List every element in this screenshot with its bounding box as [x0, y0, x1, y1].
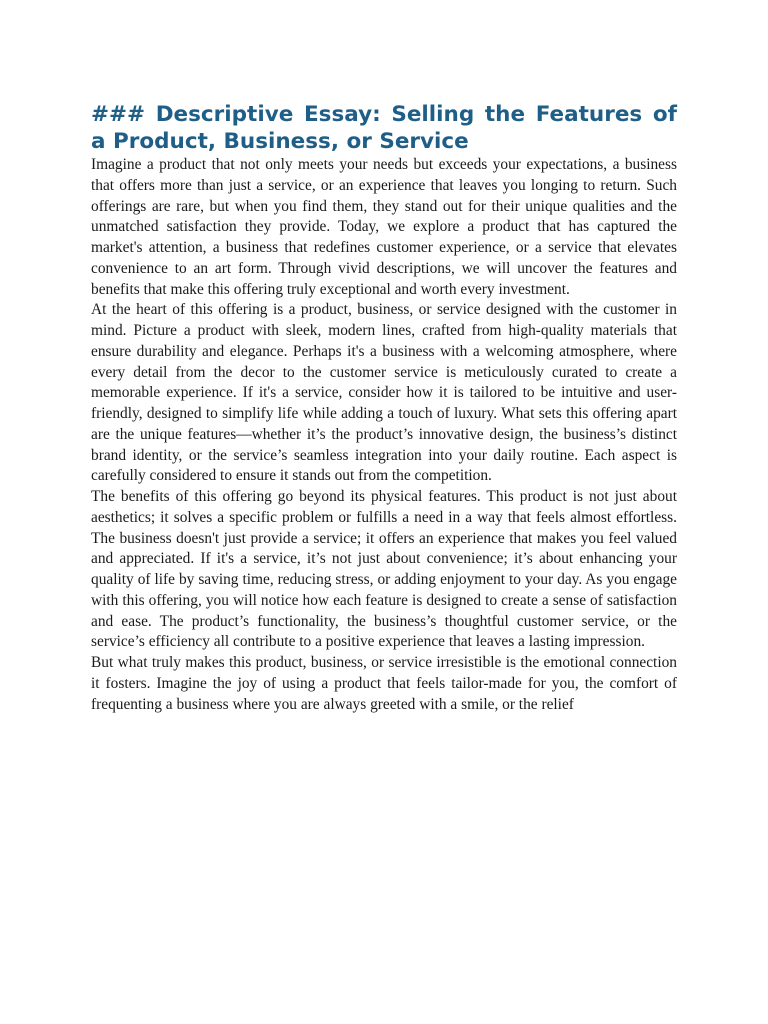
document-body: [91, 101, 677, 715]
essay-title: ### Descriptive Essay: Selling the Features of a Product, Business, or Service: [91, 102, 677, 154]
paragraph-features: At the heart of this offering is a product, business, or service designed with the customer in mind. Picture a product with sleek, modern lines, crafted from high-quality materials that ensure durability and elegance. Perhaps it's a business with a welcoming atmosphere, where every detail from the decor to the customer service is meticulously curated to create a memorable experience. If it's a service, consider how it is tailored to be intuitive and user-friendly, designed to simplify life while adding a touch of luxury. What sets this offering apart are the unique features—whether it’s the product’s innovative design, the business’s distinct brand identity, or the service’s seamless integration into your daily routine. Each aspect is carefully considered to ensure it stands out from the competition.: [91, 301, 677, 485]
paragraph-benefits: The benefits of this offering go beyond its physical features. This product is not just about aesthetics; it solves a specific problem or fulfills a need in a way that feels almost effortless. The business doesn't just provide a service; it offers an experience that makes you feel valued and appreciated. If it's a service, it’s not just about convenience; it’s about enhancing your quality of life by saving time, reducing stress, or adding enjoyment to your day. As you engage with this offering, you will notice how each feature is designed to create a sense of satisfaction and ease. The product’s functionality, the business’s thoughtful customer service, or the service’s efficiency all contribute to a positive experience that leaves a lasting impression.: [91, 488, 677, 651]
paragraph-introduction: Imagine a product that not only meets your needs but exceeds your expectations, a business that offers more than just a service, or an experience that leaves you longing to return. Such offerings are rare, but when you find them, they stand out for their unique qualities and the unmatched satisfaction they provide. Today, we explore a product that has captured the market's attention, a business that redefines customer experience, or a service that elevates convenience to an art form. Through vivid descriptions, we will uncover the features and benefits that make this offering truly exceptional and worth every investment.: [91, 156, 677, 298]
paragraph-emotional-connection: But what truly makes this product, business, or service irresistible is the emotional connection it fosters. Imagine the joy of using a product that feels tailor-made for you, the comfort of frequenting a business where you are always greeted with a smile, or the relief: [91, 654, 677, 713]
